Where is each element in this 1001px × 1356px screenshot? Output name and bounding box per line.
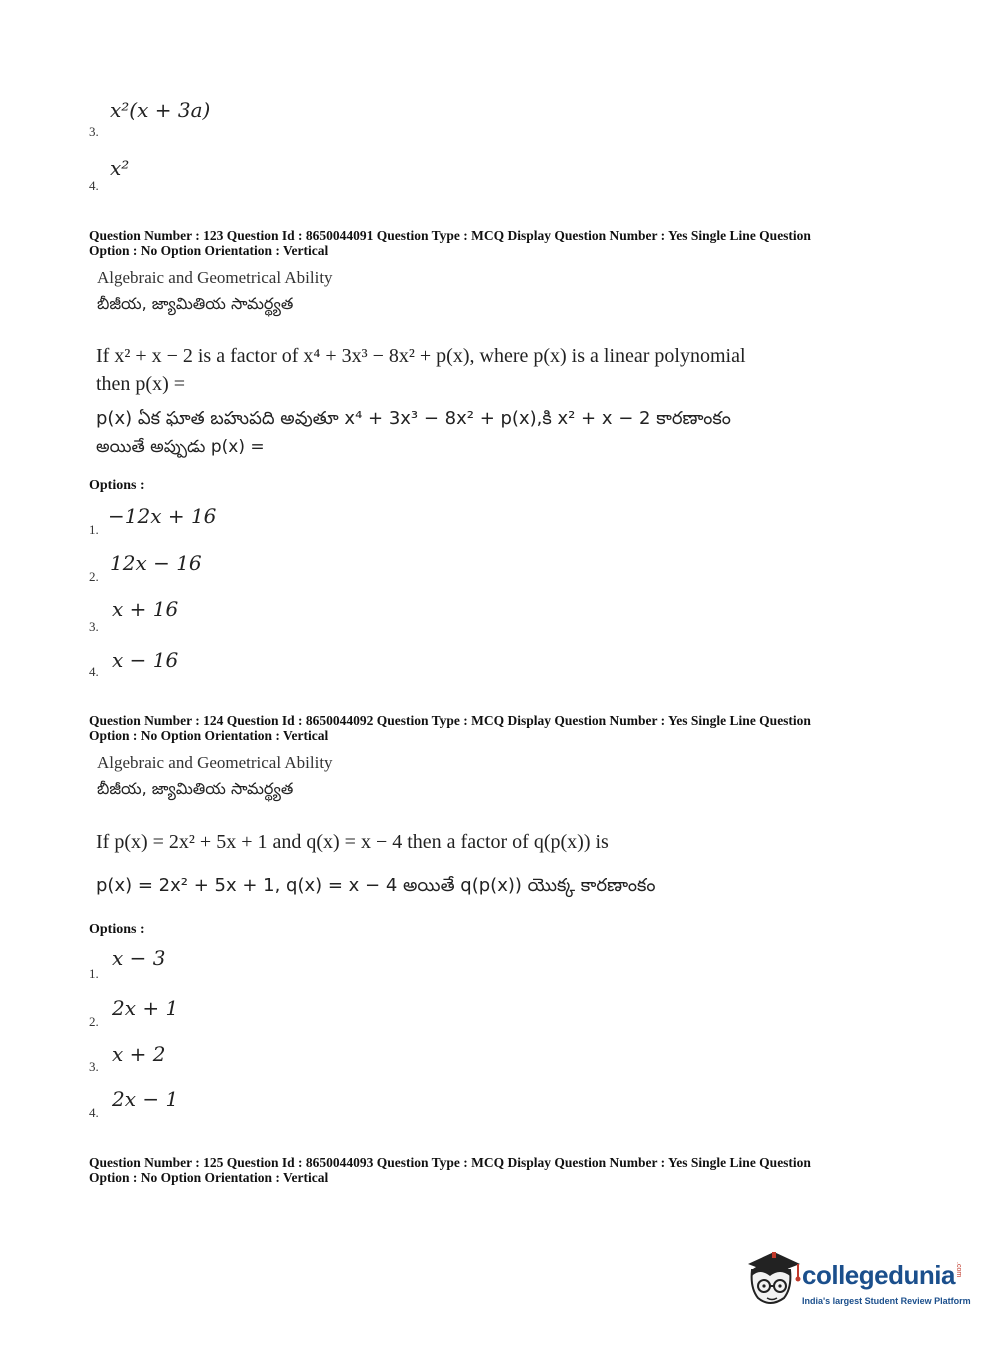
q124-subject-te: బీజీయ, జ్యామితియ సామర్థ్యత [97, 779, 294, 798]
q123-options-label: Options : [89, 478, 145, 493]
logo-tagline: India's largest Student Review Platform [802, 1296, 971, 1306]
q124-option-4-expression[interactable]: 2x − 1 [112, 1087, 179, 1111]
q123-option-4-expression[interactable]: x − 16 [112, 648, 179, 672]
collegedunia-logo[interactable] [740, 1248, 970, 1318]
q124-option-2-number: 2. [89, 1014, 99, 1029]
mascot-icon [740, 1248, 802, 1310]
q123-option-3-expression[interactable]: x + 16 [112, 597, 179, 621]
q123-question-en-line2: then p(x) = [96, 373, 186, 395]
q123-question-te-line1: p(x) ఏక ఘాత బహుపది అవుతూ x⁴ + 3x³ − 8x² + p(x),కి x² + x − 2 కారణాంకం [96, 408, 731, 429]
q124-meta-line1: Question Number : 124 Question Id : 8650044092 Question Type : MCQ Display Question Number : Yes Single Line Question [89, 713, 811, 728]
q123-meta [89, 228, 889, 258]
q124-option-3-number: 3. [89, 1059, 99, 1074]
logo-brand: collegedunia [802, 1260, 955, 1290]
q124-options-label: Options : [89, 922, 145, 937]
q123-option-4-number: 4. [89, 664, 99, 679]
q124-meta [89, 713, 889, 743]
prev-option-4-expression: x² [110, 156, 130, 180]
q123-meta-line1: Question Number : 123 Question Id : 8650044091 Question Type : MCQ Display Question Number : Yes Single Line Question [89, 228, 811, 243]
q123-subject-te: బీజీయ, జ్యామితియ సామర్థ్యత [97, 294, 294, 313]
q124-option-2-expression[interactable]: 2x + 1 [112, 996, 179, 1020]
q124-question-te: p(x) = 2x² + 5x + 1, q(x) = x − 4 అయితే q(p(x)) యొక్క కారణాంకం [96, 875, 656, 896]
prev-option-3-expression: x²(x + 3a) [110, 98, 211, 122]
q124-option-4-number: 4. [89, 1105, 99, 1120]
q124-question-en: If p(x) = 2x² + 5x + 1 and q(x) = x − 4 then a factor of q(p(x)) is [96, 831, 609, 853]
q123-question-te-line2: అయితే అప్పుడు p(x) = [96, 437, 265, 457]
prev-option-3-number: 3. [89, 124, 99, 139]
q123-option-1-expression[interactable]: −12x + 16 [108, 504, 217, 528]
q123-option-2-number: 2. [89, 569, 99, 584]
q123-option-3-number: 3. [89, 619, 99, 634]
q124-meta-line2: Option : No Option Orientation : Vertical [89, 728, 329, 743]
q123-option-1-number: 1. [89, 522, 99, 537]
q124-option-1-expression[interactable]: x − 3 [112, 946, 166, 970]
q125-meta-line2: Option : No Option Orientation : Vertical [89, 1170, 329, 1185]
q125-meta [89, 1155, 889, 1185]
q123-option-2-expression[interactable]: 12x − 16 [110, 551, 202, 575]
q123-question-en-line1: If x² + x − 2 is a factor of x⁴ + 3x³ − 8x² + p(x), where p(x) is a linear polynomial [96, 345, 746, 367]
q123-meta-line2: Option : No Option Orientation : Vertical [89, 243, 329, 258]
q124-option-3-expression[interactable]: x + 2 [112, 1042, 166, 1066]
prev-option-4-number: 4. [89, 178, 99, 193]
q125-meta-line1: Question Number : 125 Question Id : 8650044093 Question Type : MCQ Display Question Number : Yes Single Line Question [89, 1155, 811, 1170]
q124-option-1-number: 1. [89, 966, 99, 981]
q124-subject-en: Algebraic and Geometrical Ability [97, 753, 333, 772]
logo-tld: .com [955, 1262, 962, 1278]
q123-subject-en: Algebraic and Geometrical Ability [97, 268, 333, 287]
